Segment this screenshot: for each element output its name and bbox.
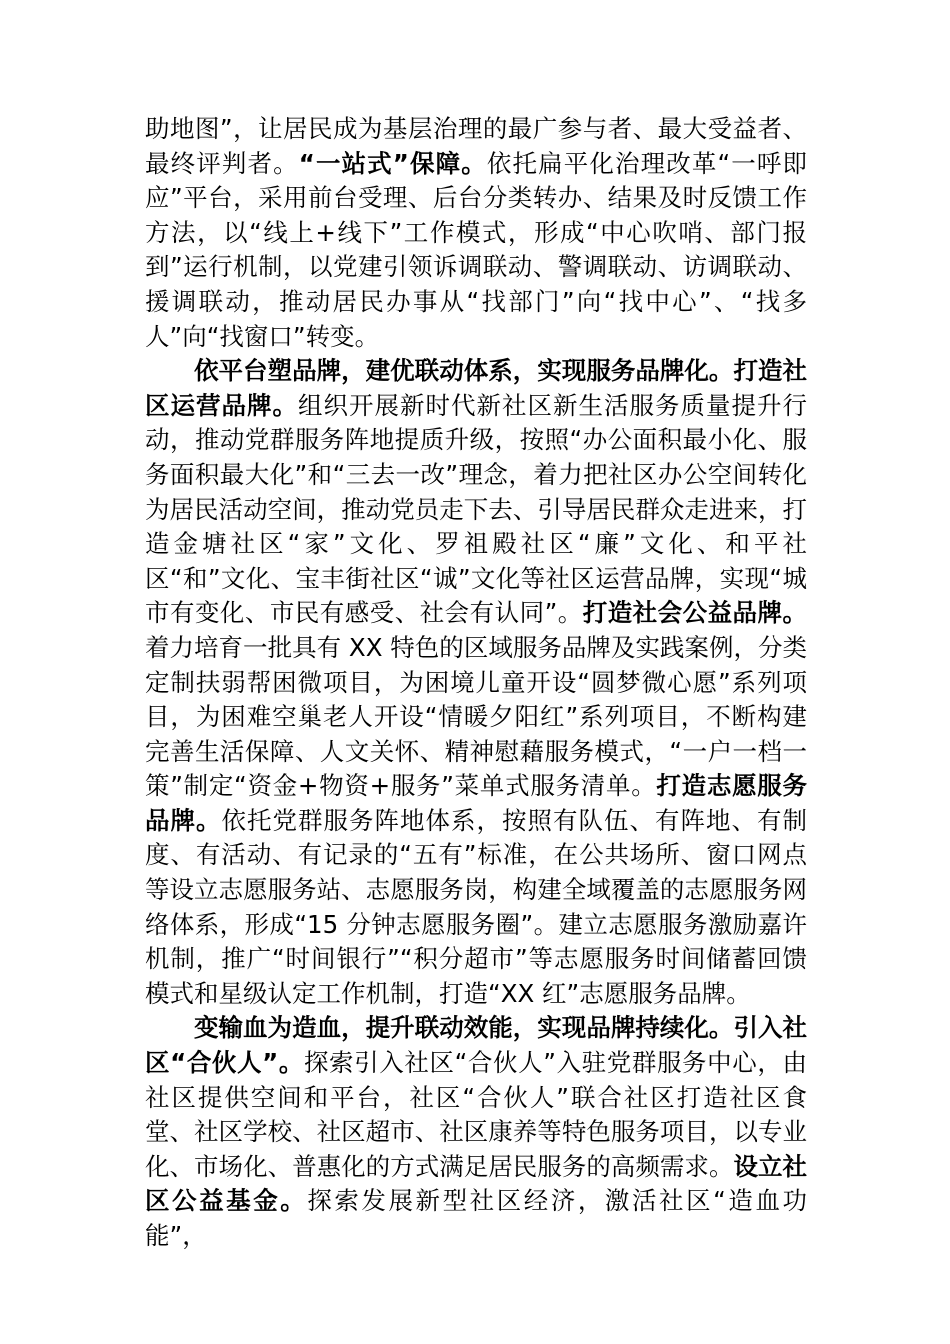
text-run: 组织开展新时代新社区新生活服务质量提升行动，推动党群服务阵地提质升级，按照“办公面积最小化、服务面积最大化”和“三去一改”理念，着力把社区办公空间转化为居民活动空间，推动党员走下去、引导居民群众走进来，打造金塘社区“家”文化、罗祖殿社区“廉”文化、和平社区“和”文化、宝丰街社区“诚”文化等社区运营品牌，实现“城市有变化、市民有感受、社会有认同”。	[145, 390, 807, 628]
text-run: 着力培育一批具有 XX 特色的区域服务品牌及实践案例，分类定制扶弱帮困微项目，为困境儿童开设“圆梦微心愿”系列项目，为困难空巢老人开设“情暖夕阳红”系列项目，不断构建完善生活保障、人文关怀、精神慰藉服务模式，“一户一档一策”制定“资金+物资+服务”菜单式服务清单。	[145, 632, 807, 801]
paragraph-2	[145, 354, 807, 1011]
text-run: 依托扁平化治理改革“一呼即应”平台，采用前台受理、后台分类转办、结果及时反馈工作方法，以“线上+线下”工作模式，形成“中心吹哨、部门报到”运行机制，以党建引领诉调联动、警调联动、访调联动、援调联动，推动居民办事从“找部门”向“找中心”、“找多人”向“找窗口”转变。	[145, 148, 807, 351]
bold-heading-run: 打造社会公益品牌。	[582, 598, 808, 628]
text-run: 探索发展新型社区经济，激活社区“造血功能”，	[145, 1186, 807, 1250]
paragraph-1	[145, 112, 807, 354]
bold-heading-run: 设立社区公益基金。	[145, 1151, 808, 1216]
text-run: 探索引入社区“合伙人”入驻党群服务中心，由社区提供空间和平台，社区“合伙人”联合社区打造社区食堂、社区学校、社区超市、社区康养等特色服务项目，以专业化、市场化、普惠化的方式满足居民服务的高频需求。	[145, 1048, 807, 1181]
bold-heading-run: 变输血为造血，提升联动效能，实现品牌持续化。引入社区“合伙人”。	[145, 1013, 807, 1078]
text-run: 助地图”，让居民成为基层治理的最广参与者、最大受益者、最终评判者。	[145, 114, 807, 178]
paragraph-3	[145, 1011, 807, 1253]
document-body	[145, 112, 807, 1254]
bold-heading-run: 打造志愿服务品牌。	[145, 771, 808, 835]
bold-heading-run: “一站式”保障。	[298, 148, 487, 178]
text-run: 依托党群服务阵地体系，按照有队伍、有阵地、有制度、有活动、有记录的“五有”标准，在公共场所、窗口网点等设立志愿服务站、志愿服务岗，构建全域覆盖的志愿服务网络体系，形成“15 分钟志愿服务圈”。建立志愿服务激励嘉许机制，推广“时间银行”“积分超市”等志愿服务时间储蓄回馈模式和星级认定工作机制，打造“XX 红”志愿服务品牌。	[145, 805, 807, 1008]
bold-heading-run: 依平台塑品牌，建优联动体系，实现服务品牌化。打造社区运营品牌。	[145, 356, 807, 420]
